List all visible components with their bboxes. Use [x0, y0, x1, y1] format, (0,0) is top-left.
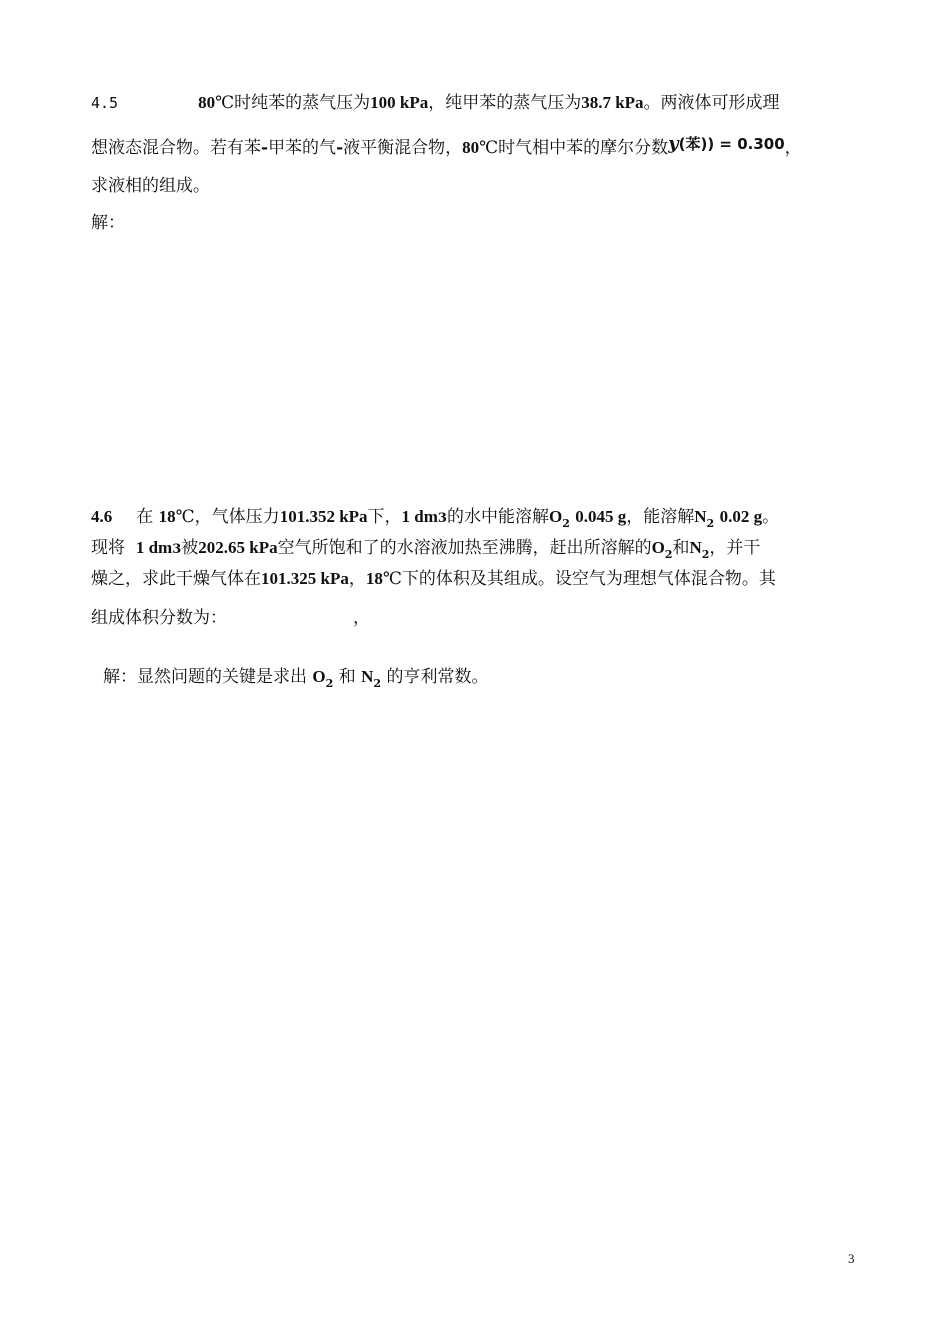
text: 和: [338, 667, 356, 687]
subscript: 2: [373, 677, 382, 690]
text: ，: [784, 138, 802, 158]
page-number: 3: [848, 1251, 855, 1266]
text: ℃时气相中苯的摩尔分数: [479, 138, 669, 158]
text: ，并干: [709, 538, 761, 558]
text: ，能溶解: [626, 507, 695, 527]
text: 的亨利常数。: [386, 667, 489, 687]
volume-unit: 1 dm: [401, 507, 438, 526]
nitrogen-symbol: N: [694, 507, 707, 526]
oxygen-symbol: O: [312, 667, 326, 686]
subscript: 2: [325, 677, 334, 690]
nitrogen-symbol: N: [689, 538, 702, 557]
temperature-value: 80: [462, 138, 480, 157]
text: 下，: [367, 507, 402, 527]
benzene-pressure: 100 kPa: [370, 93, 429, 112]
text: -: [336, 138, 344, 158]
temperature-value: 18: [365, 569, 383, 588]
text: 解：显然问题的关键是求出: [103, 667, 307, 687]
text: ℃下的体积及其组成。设空气为理想气体混合物。其: [382, 569, 776, 589]
oxygen-symbol: O: [651, 538, 665, 557]
text: 。两液体可形成理: [643, 93, 780, 113]
text: 和: [672, 538, 690, 558]
text: 现将: [91, 538, 125, 558]
text: 空气所饱和了的水溶液加热至沸腾，赶出所溶解的: [277, 538, 652, 558]
oxygen-mass: 0.045 g: [575, 507, 627, 526]
subscript: 2: [706, 517, 715, 530]
text: ℃时纯苯的蒸气压为: [215, 93, 371, 113]
text: 想液态混合物。若有苯: [91, 138, 261, 158]
equation-body: (苯)) = 0.300: [678, 135, 785, 153]
problem-4-6-line-1: [91, 505, 779, 531]
text: 燥之，求此干燥气体在: [91, 569, 261, 589]
problem-4-6-line-4: [91, 606, 370, 630]
toluene-pressure: 38.7 kPa: [581, 93, 644, 112]
problem-4-5-line-3: [91, 174, 210, 198]
problem-4-5-line-2: [91, 133, 802, 160]
volume-unit: 1 dm: [135, 538, 173, 557]
problem-4-6-line-2: [91, 536, 760, 562]
text: 。: [762, 507, 780, 527]
text: ，: [348, 569, 366, 589]
problem-4-5-solution-label: [91, 211, 125, 235]
temperature-value: 80: [198, 93, 216, 112]
equation-variable: y: [668, 133, 679, 154]
text: ，纯甲苯的蒸气压为: [428, 93, 582, 113]
text: 的水中能溶解: [446, 507, 549, 527]
problem-4-5-line-1: [91, 91, 780, 115]
text: 被: [181, 538, 199, 558]
problem-number: 4.6: [91, 507, 113, 526]
exponent: 3: [172, 542, 182, 557]
text: 液平衡混合物，: [343, 138, 463, 158]
text: -: [261, 138, 269, 158]
pressure-value: 101.325 kPa: [261, 569, 349, 588]
subscript: 2: [701, 548, 710, 561]
text: 求液相的组成。: [91, 176, 210, 196]
text: 甲苯的气: [268, 138, 337, 158]
problem-4-6-line-3: [91, 567, 776, 591]
problem-4-6-solution: [103, 665, 488, 691]
subscript: 2: [562, 517, 570, 530]
mole-fraction-equation: [668, 132, 785, 156]
pressure-value: 202.65 kPa: [198, 538, 278, 557]
problem-number: 4.5: [91, 94, 119, 112]
text: 在: [136, 507, 154, 527]
nitrogen-symbol: N: [361, 667, 374, 686]
text: ，: [353, 608, 370, 628]
nitrogen-mass: 0.02 g: [719, 507, 763, 526]
subscript: 2: [664, 548, 673, 561]
temperature-value: 18: [158, 507, 176, 526]
text: ℃，气体压力: [175, 507, 280, 527]
exponent: 3: [437, 511, 447, 526]
pressure-value: 101.352 kPa: [279, 507, 368, 526]
oxygen-symbol: O: [548, 507, 563, 526]
text: 组成体积分数为：: [91, 608, 227, 628]
solution-label: 解：: [91, 213, 125, 233]
